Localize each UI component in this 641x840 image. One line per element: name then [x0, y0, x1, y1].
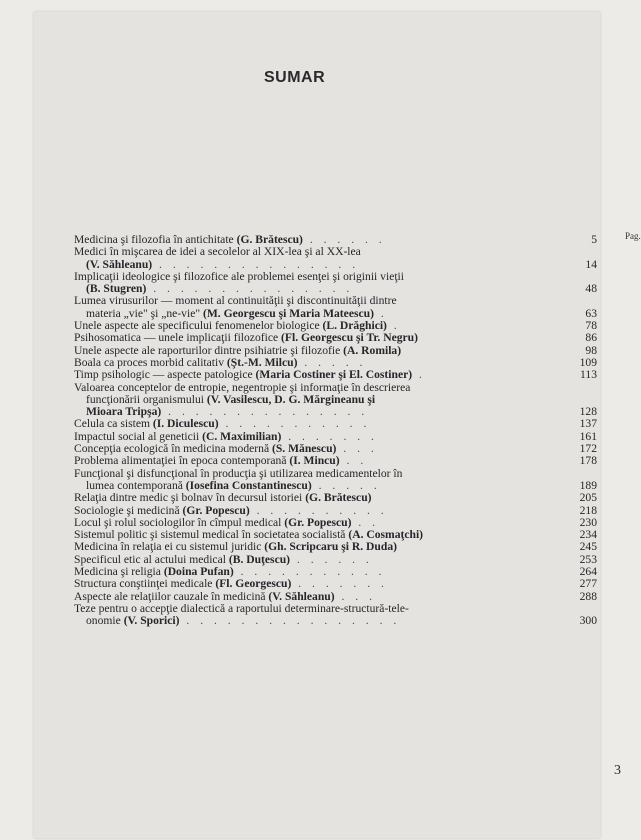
entry-author: (Şt.-M. Milcu): [226, 355, 298, 369]
entry-author: Mioara Tripşa): [86, 405, 162, 419]
entry-title-text: Structura conştiinţei medicale: [74, 577, 216, 591]
entry-author: (A. Romila): [343, 343, 402, 357]
entry-author: (Fl. Georgescu şi Tr. Negru): [281, 331, 418, 345]
entry-author: (G. Brătescu): [236, 233, 303, 246]
entry-page-number: 63: [585, 306, 597, 320]
entry-title-text: Problema alimentaţiei în epoca contemporană: [74, 454, 290, 468]
dot-leader: .: [373, 306, 388, 320]
dot-leader: . .: [351, 515, 380, 529]
entry-author: (Iosefina Constantinescu): [185, 478, 312, 492]
entry-page-number: 245: [579, 540, 597, 554]
entry-title-text: Locul şi rolul sociologilor în cîmpul medical: [74, 515, 285, 529]
entry-page-number: 5: [591, 233, 597, 246]
entry-author: (V. Vasilescu, D. G. Mărgineanu şi: [206, 392, 376, 406]
entry-page-number: 253: [579, 552, 597, 566]
page-title: SUMAR: [264, 69, 326, 86]
dot-leader: . . . . . . . . . . . . . . .: [146, 282, 354, 296]
entry-author: (B. Duţescu): [228, 552, 291, 566]
entry-page-number: 178: [579, 454, 597, 468]
toc-entry: [74, 603, 597, 628]
dot-leader: . . . . . .: [290, 552, 373, 566]
entry-title-text: Specificul etic al actului medical: [74, 552, 229, 566]
dot-leader: . . . . .: [297, 355, 367, 369]
dot-leader: . . . . . . .: [291, 577, 388, 591]
page-column-label: Pag.: [625, 231, 641, 241]
entry-title-text: Aspecte ale relaţiilor cauzale în medicină: [74, 589, 269, 603]
entry-page-number: 128: [579, 405, 597, 419]
toc-entry: [74, 271, 597, 296]
entry-title-text: Unele aspecte ale raporturilor dintre psihiatrie şi filozofie: [74, 343, 344, 357]
dot-leader: . . . . .: [311, 478, 381, 492]
dot-leader: . . . . . .: [302, 233, 386, 246]
toc-entry: [74, 468, 597, 493]
entry-page-number: 172: [579, 442, 597, 456]
entry-author: (S. Mănescu): [271, 442, 337, 456]
entry-title-text: Valoarea conceptelor de entropie, negentropie şi informaţie în descrierea: [74, 380, 411, 394]
entry-page-number: 78: [585, 319, 597, 333]
entry-title-text: Impactul social al geneticii: [74, 429, 203, 443]
dot-leader: .: [386, 319, 401, 333]
entry-author: (Doina Pufan): [163, 565, 234, 579]
dot-leader: . . .: [336, 442, 378, 456]
entry-author: (Gr. Popescu): [182, 503, 250, 517]
entry-title-text: materia „vie" şi „ne-vie": [86, 306, 203, 320]
entry-title-text: Lumea virusurilor — moment al continuităţii şi discontinuităţii dintre: [74, 294, 397, 308]
entry-title-text: Teze pentru o accepţie dialectică a raportului determinare-structură-tele-: [74, 601, 409, 615]
entry-title-text: Concepţia ecologică în medicina modernă: [74, 442, 272, 456]
entry-title-text: Sistemul politic şi sistemul medical în societatea socialistă: [74, 528, 349, 542]
entry-page-number: 98: [585, 343, 597, 357]
entry-title-text: Boala ca proces morbid calitativ: [74, 355, 227, 369]
toc-entry: [74, 295, 597, 320]
dot-leader: . . . . . . . . . . . . . . . .: [179, 614, 401, 628]
toc-entry: [74, 382, 597, 419]
entry-page-number: 288: [579, 589, 597, 603]
entry-page-number: 230: [579, 515, 597, 529]
dot-leader: . . . . . . . . . . .: [218, 417, 371, 431]
toc-entry: [74, 246, 597, 271]
dot-leader: . .: [339, 454, 368, 468]
entry-page-number: 14: [585, 257, 597, 271]
entry-author: (C. Maximilian): [202, 429, 282, 443]
entry-page-number: 109: [579, 355, 597, 369]
entry-page-number: 113: [580, 368, 597, 382]
entry-title-text: lumea contemporană: [86, 478, 186, 492]
entry-author: (V. Săhleanu): [86, 257, 153, 271]
entry-author: (V. Săhleanu): [268, 589, 335, 603]
dot-leader: . . . . . . . . . .: [249, 503, 388, 517]
toc-entry-line: [74, 615, 597, 627]
entry-page-number: 300: [579, 614, 597, 628]
table-of-contents: [74, 234, 597, 628]
entry-title-text: Celula ca sistem: [74, 417, 153, 431]
dot-leader: . . . . . . . . . . . . . . .: [152, 257, 360, 271]
dot-leader: .: [412, 368, 426, 382]
entry-page-number: 86: [585, 331, 597, 345]
entry-author: (Gr. Popescu): [284, 515, 352, 529]
dot-leader: . . .: [334, 589, 376, 603]
entry-page-number: 137: [579, 417, 597, 431]
entry-author: (I. Diculescu): [152, 417, 219, 431]
entry-author: (B. Stugren): [86, 282, 147, 296]
entry-page-number: 205: [579, 491, 597, 505]
entry-page-number: 264: [579, 565, 597, 579]
entry-title-text: Funcţional şi disfuncţional în producţia şi utilizarea medicamentelor în: [74, 466, 403, 480]
entry-author: (V. Sporici): [123, 614, 180, 628]
entry-page-number: 48: [585, 282, 597, 296]
entry-title-text: onomie: [86, 614, 124, 628]
page-number: 3: [614, 763, 621, 778]
entry-title-text: Psihosomatica — unele implicaţii filozofice: [74, 331, 282, 345]
entry-title-text: Medicina şi filozofia în antichitate: [74, 233, 237, 246]
entry-title-text: Timp psihologic — aspecte patologice: [74, 368, 256, 382]
entry-page-number: 277: [579, 577, 597, 591]
entry-author: (A. Cosmaţchi): [348, 528, 424, 542]
entry-title-text: funcţionării organismului: [86, 392, 207, 406]
entry-title-text: Sociologie şi medicină: [74, 503, 183, 517]
entry-title-text: Relaţia dintre medic şi bolnav în decursul istoriei: [74, 491, 306, 505]
entry-author: (Fl. Georgescu): [215, 577, 292, 591]
entry-title-text: Medicina în relaţia ei cu sistemul juridic: [74, 540, 265, 554]
dot-leader: . . . . . . . . . . .: [233, 565, 386, 579]
dot-leader: . . . . . . .: [281, 429, 378, 443]
entry-author: (G. Brătescu): [305, 491, 372, 505]
entry-title-text: Implicaţii ideologice şi filozofice ale problemei esenţei şi originii vieţii: [74, 269, 404, 283]
entry-page-number: 234: [579, 528, 597, 542]
dot-leader: . . . . . . . . . . . . . . .: [161, 405, 369, 419]
entry-author: (L. Drăghici): [322, 319, 387, 333]
entry-page-number: 189: [579, 478, 597, 492]
entry-title-text: Medicina şi religia: [74, 565, 164, 579]
entry-author: (Gh. Scripcaru şi R. Duda): [264, 540, 397, 554]
entry-author: (I. Mincu): [289, 454, 340, 468]
entry-page-number: 161: [579, 429, 597, 443]
entry-author: (Maria Costiner şi El. Costiner): [255, 368, 413, 382]
entry-page-number: 218: [579, 503, 597, 517]
entry-title-text: Medici în mişcarea de idei a secolelor al XIX-lea şi al XX-lea: [74, 245, 361, 259]
entry-author: (M. Georgescu şi Maria Mateescu): [202, 306, 374, 320]
entry-title-text: Unele aspecte ale specificului fenomenelor biologice: [74, 319, 323, 333]
